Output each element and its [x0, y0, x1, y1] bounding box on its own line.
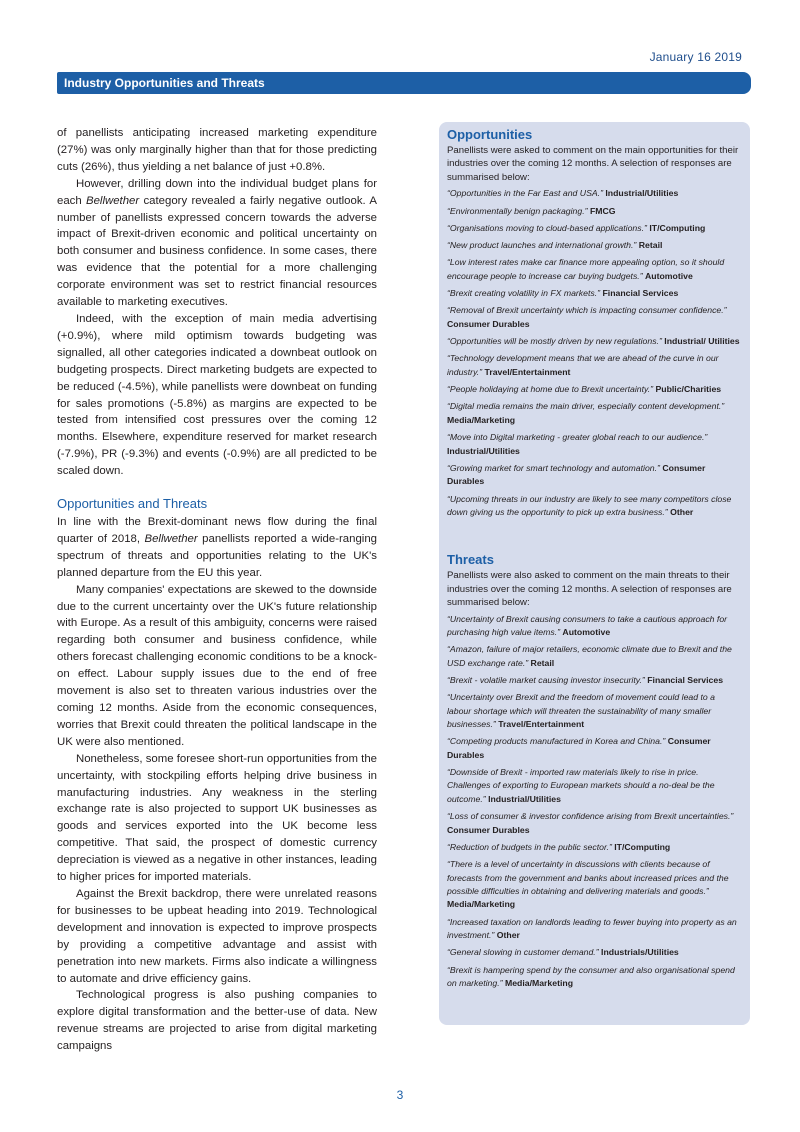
industry-label: Other	[496, 930, 520, 941]
quote-item	[447, 383, 740, 396]
quote-item	[447, 287, 740, 300]
quote-text: “Downside of Brexit - imported raw materials likely to rise in price. Challenges of exporting to European markets should a no-deal be the outcome.”	[447, 767, 715, 804]
industry-label: Media/Marketing	[447, 899, 516, 910]
quote-text: “Increased taxation on landlords leading to fewer buying into property as an investment.”	[447, 916, 737, 941]
quote-text: “Removal of Brexit uncertainty which is impacting consumer confidence.”	[447, 305, 727, 316]
quote-item	[447, 493, 740, 520]
industry-label: Travel/Entertainment	[484, 366, 571, 377]
quote-item	[447, 431, 740, 458]
quote-item	[447, 335, 740, 348]
section-title-bar: Industry Opportunities and Threats	[57, 72, 751, 94]
threats-title: Threats	[447, 552, 494, 568]
body-paragraph: of panellists anticipating increased marketing expenditure (27%) was only marginally higher than that for those predicting cuts (26%), thus yielding a net balance of just +0.8%.	[57, 127, 377, 173]
body-paragraph: However, drilling down into the individual budget plans for each Bellwether category revealed a fairly negative outlook. A number of panellists expressed concern towards the adverse impact of Brexit-driven economic and political uncertainty on both consumer and business confidence. In some cases, there was evidence that the potential for a more challenging corporate environment was set to restrict financial resources available to marketing executives.	[57, 177, 377, 309]
quote-text: “Organisations moving to cloud-based applications.”	[447, 222, 647, 233]
quote-item	[447, 858, 740, 912]
quote-text: “Upcoming threats in our industry are likely to see many competitors close down giving us the opportunity to pick up extra business.”	[447, 493, 732, 517]
industry-label: Financial Services	[602, 288, 679, 299]
industry-label: Consumer Durables	[447, 462, 706, 487]
quote-item	[447, 674, 740, 687]
industry-label: Industrial/Utilities	[447, 445, 520, 456]
quote-item	[447, 841, 740, 854]
page-number: 3	[396, 1088, 404, 1102]
quote-item	[447, 735, 740, 762]
industry-label: Financial Services	[647, 674, 724, 685]
quote-text: “Brexit is hampering spend by the consumer and also organisational spend on marketing.”	[447, 964, 735, 989]
quote-text: “Uncertainty of Brexit causing consumers to take a cautious approach for purchasing high value items.”	[447, 613, 728, 637]
opportunities-threats-heading: Opportunities and Threats	[57, 496, 208, 512]
body-paragraph: Nonetheless, some foresee short-run opportunities from the uncertainty, with stockpiling efforts helping drive business in manufacturing industries. Any weakness in the sterling exchange rate is also projected to support UK businesses as goods and services exported into the UK become less competitive. That said, the prospect of domestic currency depreciation is viewed as a negative in other instances, leading to higher prices for imported materials.	[57, 752, 377, 884]
report-date: January 16 2019	[649, 50, 742, 64]
body-paragraphs-top	[57, 125, 377, 480]
industry-label: Retail	[638, 240, 663, 251]
industry-label: Travel/Entertainment	[498, 719, 585, 730]
industry-label: Industrial/Utilities	[488, 793, 561, 804]
industry-label: Public/Charities	[655, 384, 722, 395]
quote-text: “Competing products manufactured in Korea and China.”	[447, 736, 666, 747]
quote-text: “Opportunities will be mostly driven by new regulations.”	[447, 336, 662, 347]
industry-label: Media/Marketing	[504, 978, 574, 989]
body-paragraph: Against the Brexit backdrop, there were unrelated reasons for businesses to be upbeat heading into 2019. Technological development and innovation is expected to improve prospects by providing a competitive advantage and assist with penetration into new markets. Firms also indicate a willingness to automate and drive efficiency gains.	[57, 887, 377, 985]
industry-label: Consumer Durables	[447, 318, 530, 329]
quote-text: “Brexit - volatile market causing investor insecurity.”	[447, 674, 645, 685]
quote-item	[447, 187, 740, 200]
quote-text: “General slowing in customer demand.”	[447, 947, 599, 958]
quote-text: “Loss of consumer & investor confidence arising from Brexit uncertainties.”	[447, 811, 734, 822]
industry-label: Retail	[530, 657, 555, 668]
quote-item	[447, 916, 740, 943]
quote-item	[447, 400, 740, 427]
quote-text: “People holidaying at home due to Brexit uncertainty.”	[447, 384, 654, 395]
quote-text: “Low interest rates make car finance more appealing option, so it should encourage people to increase car buying budgets.”	[447, 257, 725, 281]
industry-label: Industrial/ Utilities	[664, 336, 740, 347]
industry-label: Media/Marketing	[447, 414, 516, 425]
threats-intro: Panellists were also asked to comment on the main threats to their industries over the coming 12 months. A selection of responses are summarised below:	[447, 570, 732, 609]
body-paragraph: Many companies' expectations are skewed to the downside due to the current uncertainty over the UK's future relationship with Europe. As a result of this ambiguity, concerns were raised regarding both consumer and business confidence, while others forecast challenging economic conditions to be a knock-on effect. Labour supply issues due to the end of free movement is also set to threaten various industries over the coming 12 months. Aside from the economic consequences, worries that Brexit could threaten the political landscape in the UK were also mentioned.	[57, 583, 377, 748]
industry-label: FMCG	[589, 205, 616, 216]
opportunities-intro: Panellists were asked to comment on the main opportunities for their industries over the coming 12 months. A selection of responses are summarised below:	[447, 145, 739, 183]
industry-label: IT/Computing	[649, 222, 706, 233]
industry-label: IT/Computing	[614, 841, 671, 852]
quote-item	[447, 613, 740, 640]
quote-text: “Digital media remains the main driver, especially content development.”	[447, 401, 725, 412]
quote-text: “Reduction of budgets in the public sector.”	[447, 841, 612, 852]
quote-text: “New product launches and international growth.”	[447, 240, 637, 251]
industry-label: Other	[670, 506, 694, 517]
industry-label: Industrial/Utilities	[605, 188, 679, 199]
quote-item	[447, 810, 740, 837]
industry-label: Industrials/Utilities	[601, 947, 679, 958]
quote-text: “Brexit creating volatility in FX markets.”	[447, 288, 601, 299]
quote-text: “Amazon, failure of major retailers, economic climate due to Brexit and the USD exchange rate.”	[447, 644, 732, 668]
quote-item	[447, 946, 740, 959]
body-paragraph: Technological progress is also pushing companies to explore digital transformation and the better-use of data. New revenue streams are projected to arise from digital marketing campaigns	[57, 989, 377, 1053]
opportunities-title: Opportunities	[447, 127, 533, 142]
body-paragraph: In line with the Brexit-dominant news flow during the final quarter of 2018, Bellwether panellists reported a wide-ranging spectrum of threats and opportunities relating to the UK's planned departure from the EU this year.	[57, 516, 378, 579]
industry-label: Automotive	[562, 626, 611, 637]
quote-text: “There is a level of uncertainty in discussions with clients because of forecasts from the government and banks about increased prices and the possible difficulties in obtaining and delivering materials and goods.”	[447, 859, 729, 896]
opportunities-threats-panel	[439, 122, 750, 1025]
opportunities-quote-list	[447, 187, 740, 519]
threats-quote-list	[447, 613, 740, 991]
industry-label: Automotive	[645, 270, 693, 281]
quote-item	[447, 256, 740, 283]
quote-text: “Environmentally benign packaging.”	[447, 205, 588, 216]
industry-label: Consumer Durables	[447, 736, 711, 760]
quote-text: “Move into Digital marketing - greater global reach to our audience.”	[447, 432, 708, 443]
main-text-column	[57, 125, 377, 1055]
quote-item	[447, 239, 740, 252]
quote-text: “Technology development means that we are ahead of the curve in our industry.”	[447, 353, 719, 377]
quote-text: “Opportunities in the Far East and USA.”	[447, 188, 603, 199]
quote-item	[447, 222, 740, 235]
quote-item	[447, 205, 740, 218]
quote-text: “Uncertainty over Brexit and the freedom of movement could lead to a labour shortage which will threaten the sustainability of many smaller businesses.”	[447, 692, 716, 730]
quote-item	[447, 304, 740, 331]
body-paragraphs-bottom	[57, 514, 377, 1055]
quote-item	[447, 964, 740, 991]
quote-item	[447, 352, 740, 379]
industry-label: Consumer Durables	[447, 824, 530, 835]
body-paragraph: Indeed, with the exception of main media advertising (+0.9%), where mild optimism towards budgeting was signalled, all other categories indicated a downbeat outlook on budgeting prospects. Direct marketing budgets are expected to be reduced (-4.5%), while panellists were downbeat on funding for sales promotions (-5.8%) as margins are expected to be tested from intensified cost pressures over the coming 12 months. Elsewhere, expenditure reserved for market research (-7.9%), PR (-9.3%) and events (-0.9%) are all predicted to be scaled down.	[57, 312, 377, 478]
quote-item	[447, 691, 740, 731]
quote-text: “Growing market for smart technology and automation.”	[447, 462, 660, 473]
quote-item	[447, 643, 740, 670]
quote-item	[447, 766, 740, 806]
quote-item	[447, 462, 740, 489]
